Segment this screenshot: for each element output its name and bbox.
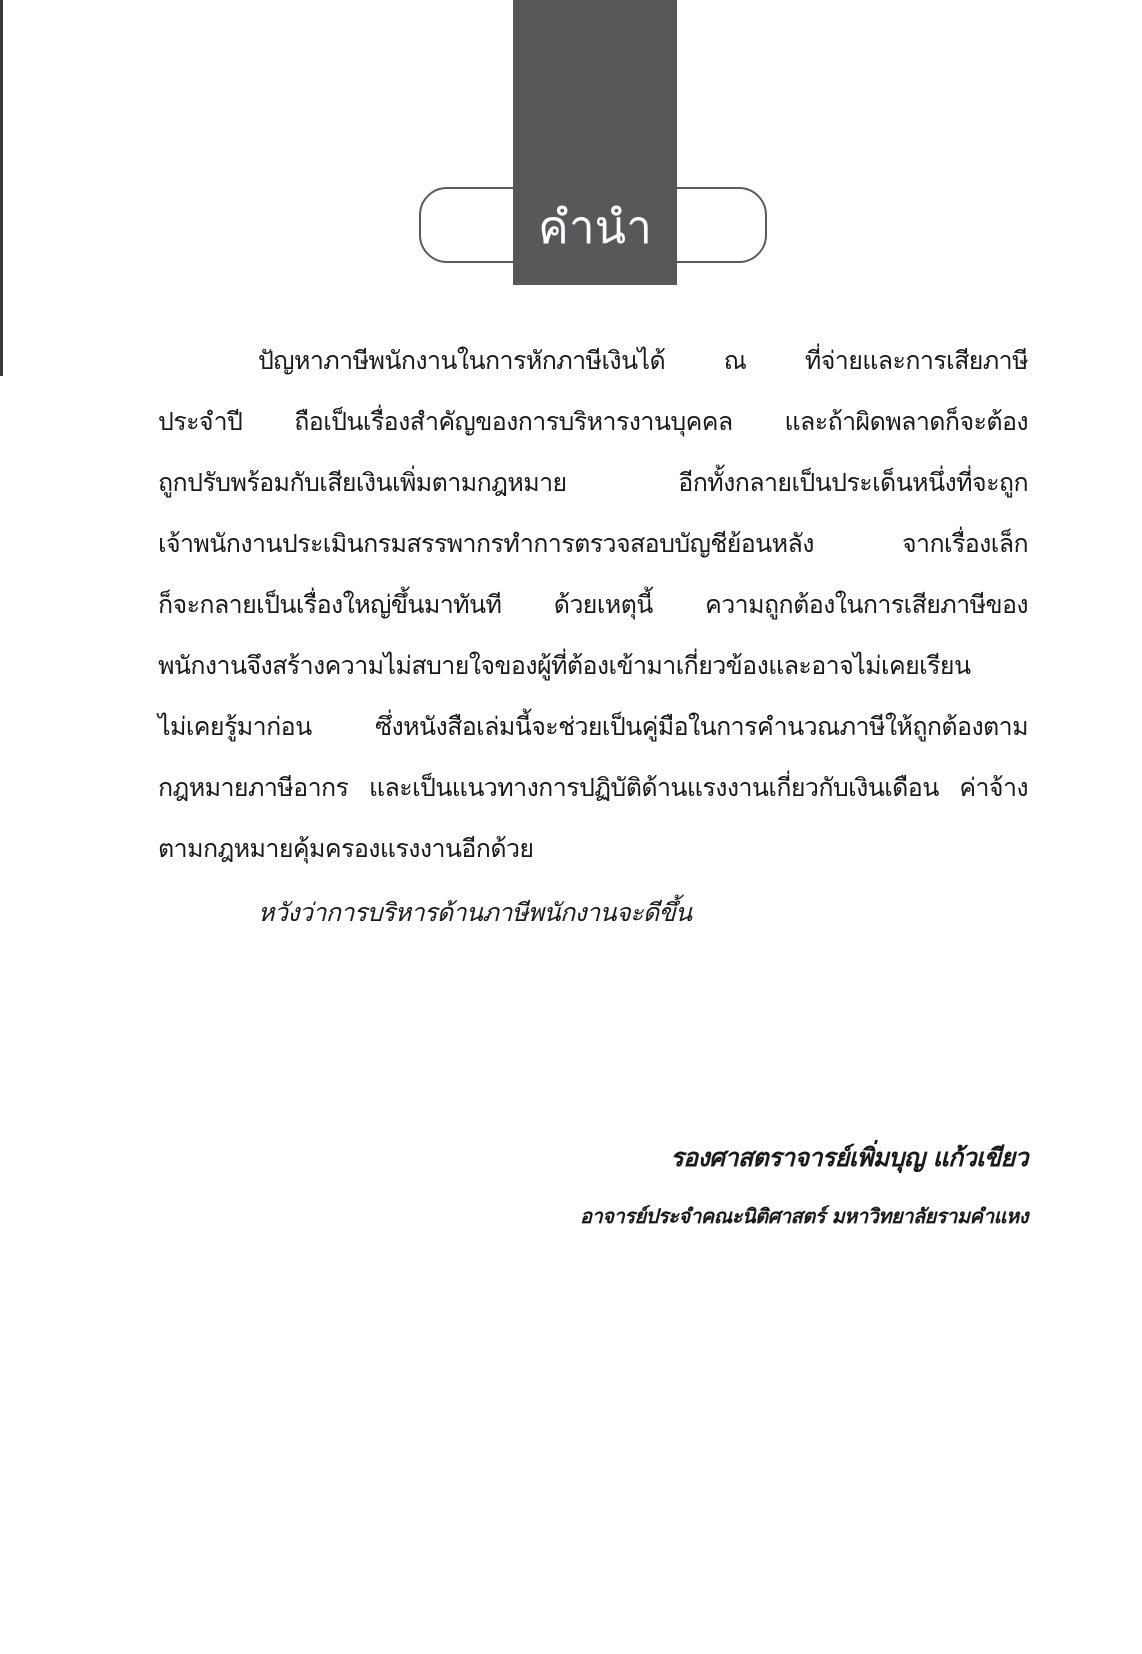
paragraph-line: ปัญหาภาษีพนักงานในการหักภาษีเงินได้ ณ ที่จ่ายและการเสียภาษี	[258, 346, 1028, 375]
left-margin-rule	[0, 0, 3, 376]
paragraph-line: กฎหมายภาษีอากร และเป็นแนวทางการปฏิบัติด้านแรงงานเกี่ยวกับเงินเดือน ค่าจ้าง	[158, 773, 1028, 802]
paragraph-line: ถูกปรับพร้อมกับเสียเงินเพิ่มตามกฎหมาย อีกทั้งกลายเป็นประเด็นหนึ่งที่จะถูก	[158, 468, 1028, 497]
paragraph-line: ก็จะกลายเป็นเรื่องใหญ่ขึ้นมาทันที ด้วยเหตุนี้ ความถูกต้องในการเสียภาษีของ	[158, 590, 1028, 619]
paragraph-line: พนักงานจึงสร้างความไม่สบายใจของผู้ที่ต้องเข้ามาเกี่ยวข้องและอาจไม่เคยเรียน	[158, 651, 971, 680]
preface-body	[158, 330, 1028, 879]
paragraph-line: ไม่เคยรู้มาก่อน ซึ่งหนังสือเล่มนี้จะช่วยเป็นคู่มือในการคำนวณภาษีให้ถูกต้องตาม	[158, 712, 1028, 741]
page-title: คำนำ	[538, 200, 652, 254]
paragraph-line: ตามกฎหมายคุ้มครองแรงงานอีกด้วย	[158, 834, 534, 863]
signature-name: รองศาสตราจารย์เพิ่มบุญ แก้วเขียว	[670, 1143, 1028, 1172]
closing-remark: หวังว่าการบริหารด้านภาษีพนักงานจะดีขึ้น	[258, 898, 692, 927]
signature-position: อาจารย์ประจำคณะนิติศาสตร์ มหาวิทยาลัยรามคำแหง	[580, 1204, 1028, 1228]
paragraph-line: เจ้าพนักงานประเมินกรมสรรพากรทำการตรวจสอบบัญชีย้อนหลัง จากเรื่องเล็ก	[158, 529, 1028, 558]
paragraph-line: ประจำปี ถือเป็นเรื่องสำคัญของการบริหารงานบุคคล และถ้าผิดพลาดก็จะต้อง	[158, 407, 1028, 436]
